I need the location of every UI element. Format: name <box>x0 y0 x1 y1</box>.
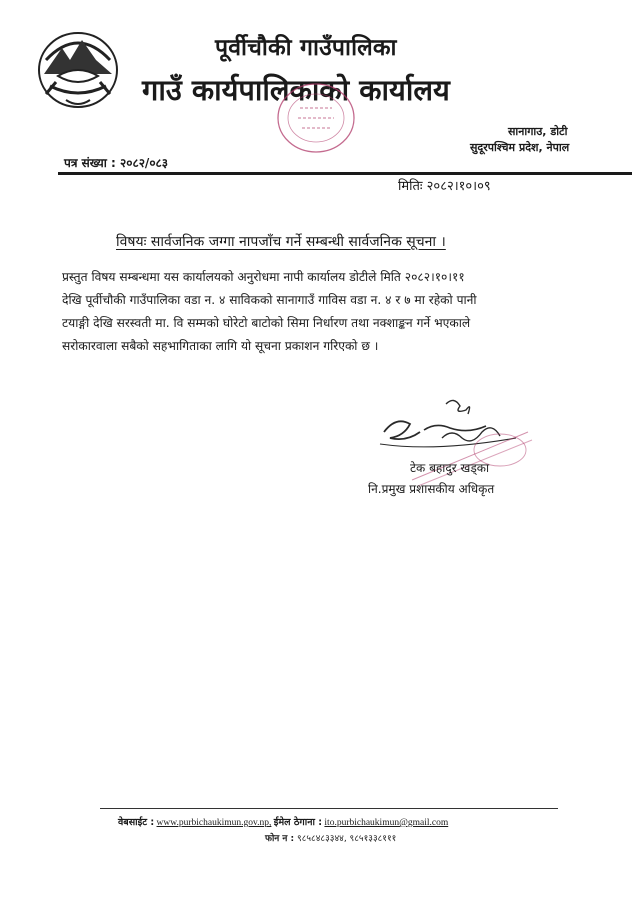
office-seal-stamp <box>270 78 362 160</box>
body-line: प्रस्तुत विषय सम्बन्धमा यस कार्यालयको अनुरोधमा नापी कार्यालय डोटीले मिति २०८२।१०।११ <box>62 270 465 284</box>
signatory-name: टेक बहादुर खड्का <box>410 461 490 475</box>
signatory-title: नि.प्रमुख प्रशासकीय अधिकृत <box>368 482 495 496</box>
reference-number: पत्र संख्या : २०८२/०८३ <box>64 156 169 170</box>
email-link[interactable]: ito.purbichaukimun@gmail.com <box>324 818 449 828</box>
municipality-name: पूर्वीचौकी गाउँपालिका <box>215 35 397 61</box>
office-address-line1: सानागाउ, डोटी <box>508 125 568 138</box>
phone-number: ९८५८४८३३४४, ९८५१३३८१११ <box>297 834 397 844</box>
notice-subject: विषयः सार्वजनिक जग्गा नापजाँच गर्ने सम्बन्धी सार्वजनिक सूचना । <box>116 234 446 250</box>
office-address-line2: सुदूरपश्चिम प्रदेश, नेपाल <box>470 141 570 154</box>
phone-label: फोन न : <box>265 834 295 844</box>
body-line: देखि पूर्वीचौकी गाउँपालिका वडा न. ४ साविकको सानागाउँ गाविस वडा न. ४ र ७ मा रहेको पानी <box>62 293 477 307</box>
website-link[interactable]: www.purbichaukimun.gov.np, <box>156 818 272 828</box>
email-label: ईमेल ठेगाना : <box>273 817 323 828</box>
body-line: टयाङ्गी देखि सरस्वती मा. वि सम्मको घोरेटो बाटोको सिमा निर्धारण तथा नक्शाङ्कन गर्ने भएकाले <box>62 316 471 330</box>
notice-body <box>62 266 574 358</box>
footer-divider <box>100 808 558 809</box>
website-label: वेबसाईट : <box>118 817 155 828</box>
footer-contact-line <box>118 815 448 828</box>
government-emblem-icon <box>36 30 120 110</box>
footer-phone-line <box>265 831 396 844</box>
body-line: सरोकारवाला सबैको सहभागिताका लागि यो सूचना प्रकाशन गरिएको छ । <box>62 339 379 353</box>
office-name: गाउँ कार्यपालिकाको कार्यालय <box>142 73 450 107</box>
notice-date: मितिः २०८२।१०।०९ <box>398 179 491 194</box>
header-divider <box>58 172 632 175</box>
